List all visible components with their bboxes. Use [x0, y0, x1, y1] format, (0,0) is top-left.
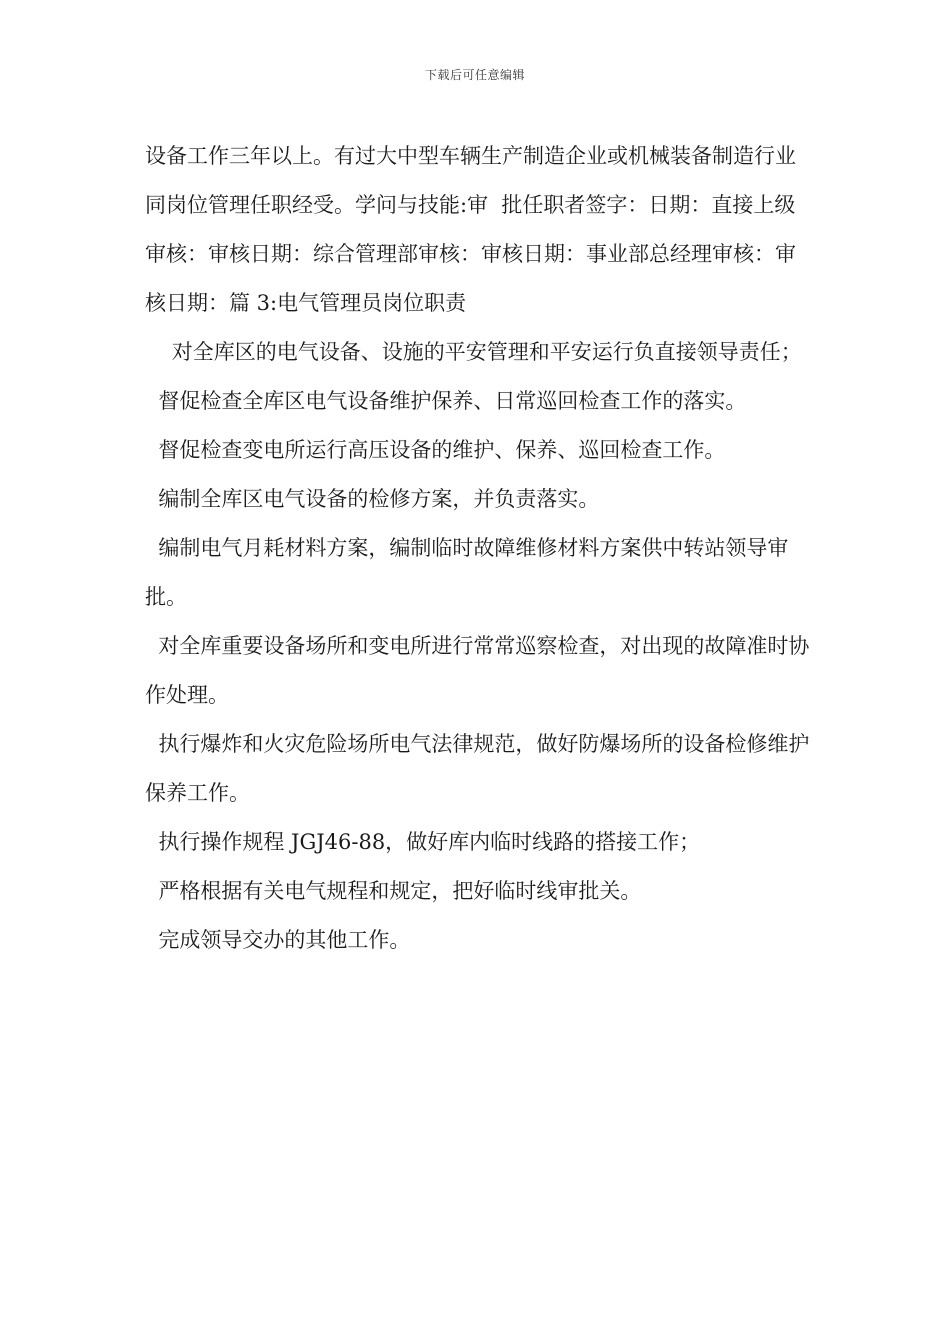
paragraph-duty-explosion-proof: 执行爆炸和火灾危险场所电气法律规范，做好防爆场所的设备检修维护保养工作。: [145, 732, 810, 805]
document-body: [145, 132, 810, 965]
paragraph-duty-responsibility: 对全库区的电气设备、设施的平安管理和平安运行负直接领导责任；: [145, 340, 802, 364]
paragraph-duty-patrol: 对全库重要设备场所和变电所进行常常巡察检查，对出现的故障准时协作处理。: [145, 634, 810, 707]
paragraph-duty-inspection: 督促检查全库区电气设备维护保养、日常巡回检查工作的落实。: [145, 389, 747, 413]
paragraph-qualification: 设备工作三年以上。有过大中型车辆生产制造企业或机械装备制造行业同岗位管理任职经受。学问与技能:审 批任职者签字：日期：直接上级审核：审核日期：综合管理部审核：审核日期：事业部总经理审核：审核日期：篇 3:电气管理员岗位职责: [145, 144, 796, 315]
paragraph-duty-other: 完成领导交办的其他工作。: [145, 928, 411, 952]
page-header: 下载后可任意编辑: [424, 68, 525, 82]
paragraph-duty-temporary-lines: 执行操作规程 JGJ46-88，做好库内临时线路的搭接工作；: [145, 830, 701, 854]
paragraph-duty-approval: 严格根据有关电气规程和规定，把好临时线审批关。: [145, 879, 642, 903]
paragraph-duty-substation: 督促检查变电所运行高压设备的维护、保养、巡回检查工作。: [145, 438, 726, 462]
paragraph-duty-maintenance-plan: 编制全库区电气设备的检修方案，并负责落实。: [145, 487, 600, 511]
paragraph-duty-materials-plan: 编制电气月耗材料方案，编制临时故障维修材料方案供中转站领导审批。: [145, 536, 789, 609]
